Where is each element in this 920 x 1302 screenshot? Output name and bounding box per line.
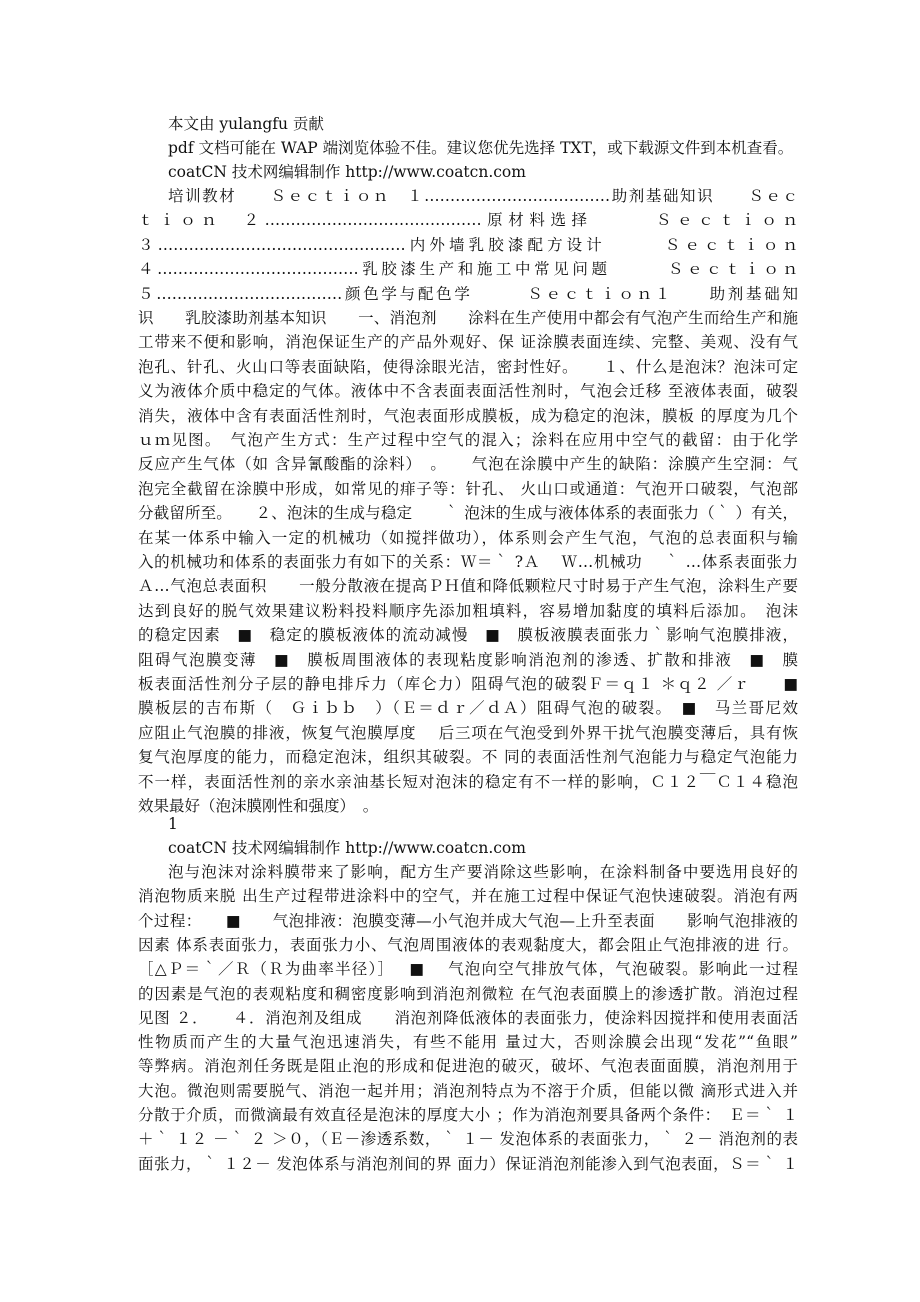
body-line: 大泡。微泡则需要脱气、消泡一起并用；消泡剂特点为不溶于介质，但能以微 滴形式进入并: [138, 1081, 798, 1100]
body-line: 的稳定因素 ■ 稳定的膜板液体的流动减慢 ■ 膜板液膜表面张力｀影响气泡膜排液，: [138, 626, 798, 645]
body-line: 面张力，｀ １２－ 发泡体系与消泡剂间的界 面力）保证消泡剂能渗入到气泡表面，Ｓ＝｀ １: [138, 1154, 798, 1173]
page-number: 1: [168, 815, 178, 833]
body-line: 入的机械功和体系的表面张力有如下的关系：Ｗ＝｀ ?Ａ Ｗ…机械功 ｀ …体系表面张力: [138, 553, 798, 571]
body-line: 分散于介质，而微滴最有效直径是泡沫的厚度大小 ；作为消泡剂要具备两个条件： Ｅ＝｀ １: [138, 1106, 798, 1124]
body-line: 工带来不便和影响，消泡保证生产的产品外观好、保 证涂膜表面连续、完整、美观、没有气: [138, 333, 798, 352]
body-line: 见图 ２． ４．消泡剂及组成 消泡剂降低液体的表面张力，使涂料因搅拌和使用表面活: [138, 1008, 798, 1027]
body-line: ｔｉｏｎ ２……………………………………原材料选择 Ｓｅｃｔｉｏｎ: [138, 211, 798, 230]
header-line: coatCN 技术网编辑制作 http://www.coatcn.com: [168, 163, 526, 181]
body-line: ４…………………………………乳胶漆生产和施工中常见问题 Ｓｅｃｔｉｏｎ: [138, 260, 798, 279]
body-line: 泡孔、针孔、火山口等表面缺陷，使得涂眼光洁，密封性好。 １、什么是泡沫？泡沫可定: [138, 357, 798, 376]
header-line: pdf 文档可能在 WAP 端浏览体验不佳。建议您优先选择 TXT，或下载源文件到本机查看。: [168, 139, 794, 157]
body-line: 不一样，表面活性剂的亲水亲油基长短对泡沫的稳定有不一样的影响，Ｃ１２￣Ｃ１４稳泡: [138, 772, 798, 791]
body-line: Ａ…气泡总表面积 一般分散液在提高ＰＨ值和降低颗粒尺寸时易于产生气泡，涂料生产要: [138, 577, 798, 596]
body-line: 因素 体系表面张力，表面张力小、气泡周围液体的表观黏度大，都会阻止气泡排液的进 行。: [138, 935, 798, 954]
body-line: 等弊病。消泡剂任务既是阻止泡的形成和促进泡的破灭，破坏、气泡表面面膜，消泡剂用于: [138, 1057, 798, 1076]
body-line: 阻碍气泡膜变薄 ■ 膜板周围液体的表现粘度影响消泡剂的渗透、扩散和排液 ■ 膜: [138, 650, 798, 669]
body-line: ［△Ｐ＝｀／Ｒ（Ｒ为曲率半径）］ ■ 气泡向空气排放气体，气泡破裂。影响此一过程: [138, 960, 798, 979]
body-line: 膜板层的吉布斯（ Ｇｉｂｂ ）（Ｅ＝ｄｒ／ｄＡ）阻碍气泡的破裂。 ■ 马兰哥尼效: [138, 699, 798, 718]
body-line: 个过程： ■ 气泡排液：泡膜变薄—小气泡并成大气泡—上升至表面 影响气泡排液的: [138, 911, 798, 930]
body-line: 性物质而产生的大量气泡迅速消失，有些不能用 量过大，否则涂膜会出现“发花”“鱼眼”: [138, 1033, 798, 1052]
body-line: 在某一体系中输入一定的机械功（如搅拌做功），体系则会产生气泡，气泡的总表面积与输: [138, 528, 798, 547]
body-line: 义为液体介质中稳定的气体。液体中不含表面表面活性剂时，气泡会迁移 至液体表面，破裂: [138, 382, 798, 401]
body-line: 消失，液体中含有表面活性剂时，气泡表面形成膜板，成为稳定的泡沫，膜板 的厚度为几个: [138, 406, 798, 425]
body-line: 泡与泡沫对涂料膜带来了影响，配方生产要消除这些影响，在涂料制备中要选用良好的: [168, 863, 798, 881]
body-line: 板表面活性剂分子层的静电排斥力（库仑力）阻碍气泡的破裂Ｆ＝ｑ１ ＊ｑ２ ／ｒ ■: [138, 675, 798, 693]
body-line: 分截留所至。 ２、泡沫的生成与稳定 ｀ 泡沫的生成与液体体系的表面张力（｀ ）有关，: [138, 504, 798, 523]
header-line: 本文由 yulangfu 贡献: [168, 115, 324, 133]
page2-header: coatCN 技术网编辑制作 http://www.coatcn.com: [168, 839, 526, 857]
body-line: 消泡物质来脱 出生产过程带进涂料中的空气，并在施工过程中保证气泡快速破裂。消泡有两: [138, 887, 798, 906]
body-line: 复气泡厚度的能力，而稳定泡沫，组织其破裂。不 同的表面活性剂气泡能力与稳定气泡能力: [138, 748, 798, 767]
body-line: 达到良好的脱气效果建议粉料投料顺序先添加粗填料，容易增加黏度的填料后添加。 泡沫: [138, 601, 798, 620]
body-line: 培训教材 Ｓｅｃｔｉｏｎ １………………………………助剂基础知识 Ｓｅｃ: [168, 187, 798, 205]
body-line: ＋｀ １２ －｀ ２ ＞０，（Ｅ－渗透系数，｀ １－ 发泡体系的表面张力，｀ ２－ 消泡剂的表: [138, 1130, 798, 1149]
body-line: 应阻止气泡膜的排液，恢复气泡膜厚度 后三项在气泡受到外界干扰气泡膜变薄后，具有恢: [138, 723, 798, 742]
body-line: ５………………………………颜色学与配色学 Ｓｅｃｔｉｏｎ１ 助剂基础知: [138, 284, 798, 303]
body-line: 识 乳胶漆助剂基本知识 一、消泡剂 涂料在生产使用中都会有气泡产生而给生产和施: [138, 309, 798, 327]
body-line: ３…………………………………………内外墙乳胶漆配方设计 Ｓｅｃｔｉｏｎ: [138, 235, 798, 254]
body-line: 泡完全截留在涂膜中形成，如常见的痱子等：针孔、 火山口或通道：气泡开口破裂，气泡部: [138, 479, 798, 498]
body-line: 效果最好（泡沫膜刚性和强度） 。: [138, 797, 379, 815]
body-line: ｕｍ见图。 气泡产生方式：生产过程中空气的混入；涂料在应用中空气的截留：由于化学: [138, 431, 798, 449]
body-line: 的因素是气泡的表观粘度和稠密度影响到消泡剂微粒 在气泡表面膜上的渗透扩散。消泡过程: [138, 984, 798, 1003]
body-line: 反应产生气体（如 含异氰酸酯的涂料） 。 气泡在涂膜中产生的缺陷：涂膜产生空洞：气: [138, 455, 798, 474]
